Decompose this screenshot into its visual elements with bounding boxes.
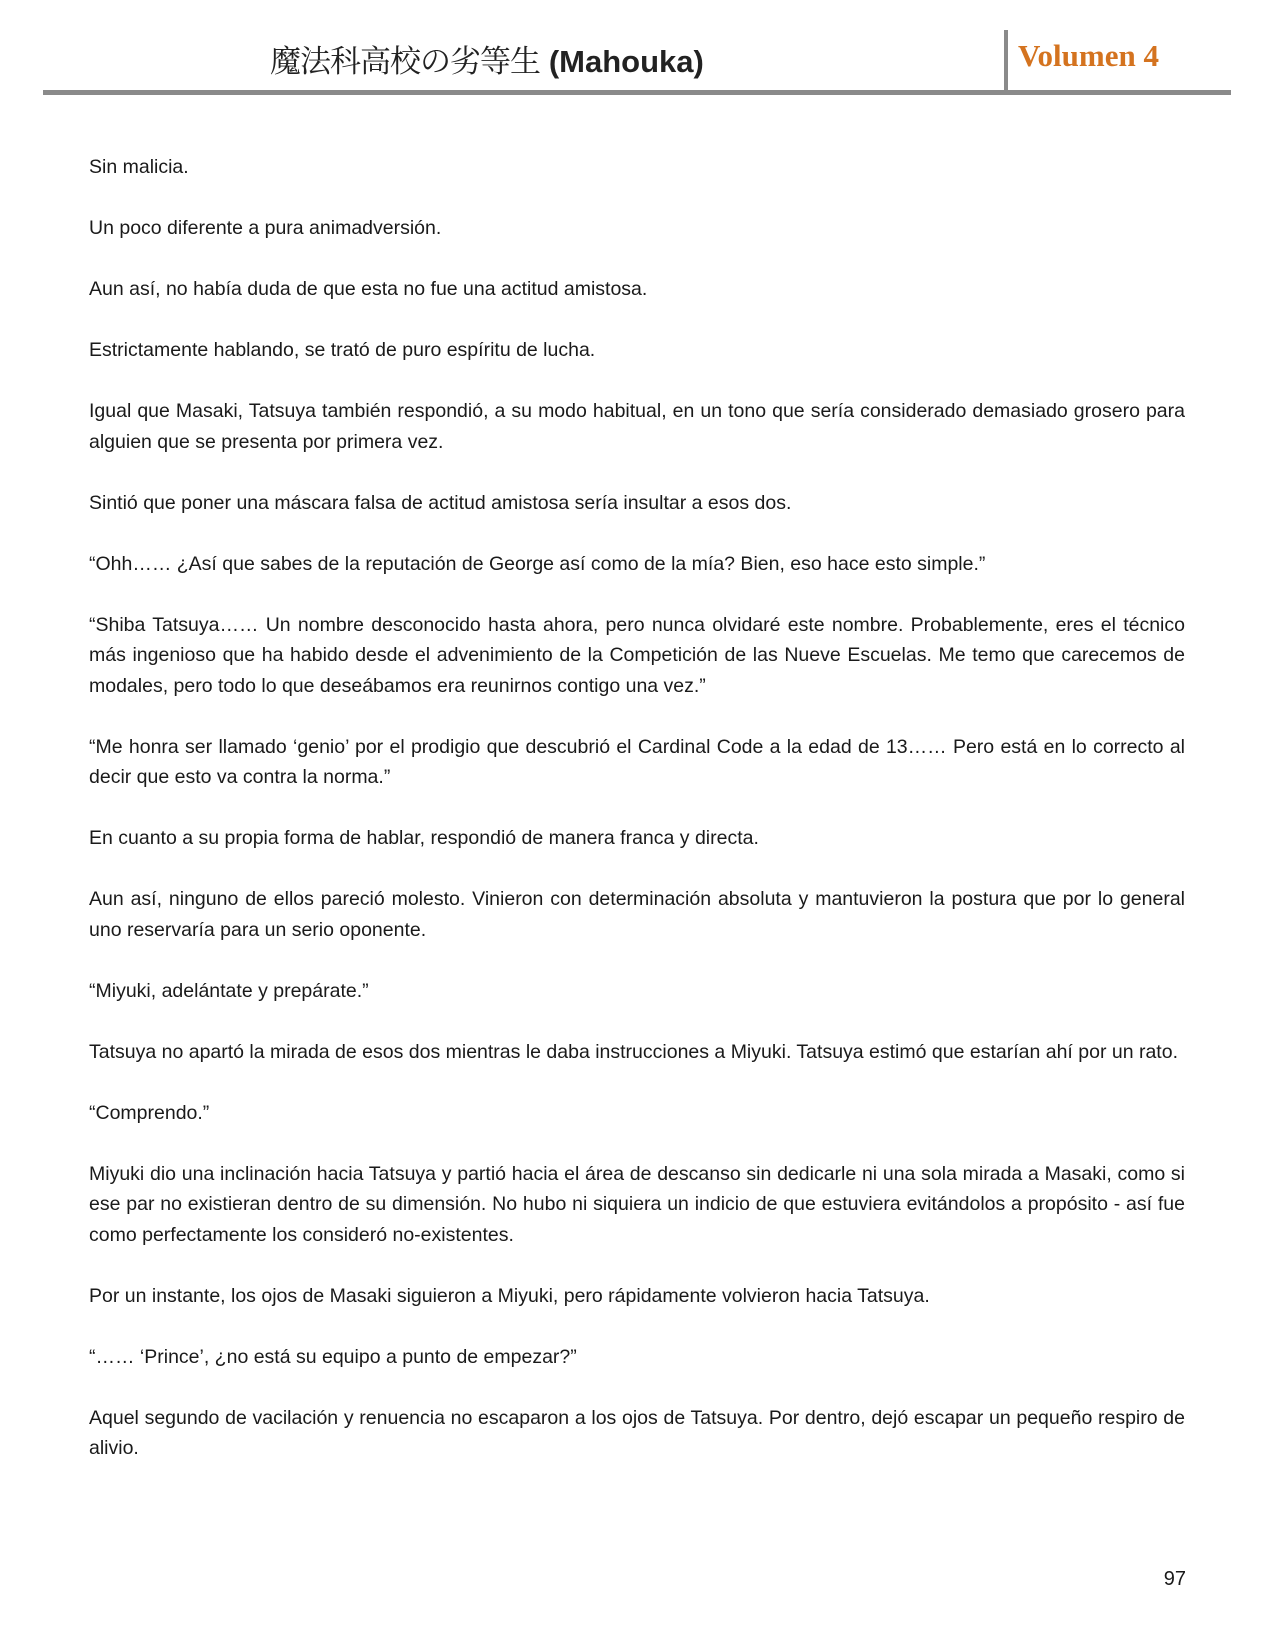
paragraph: “Miyuki, adelántate y prepárate.”	[89, 979, 369, 1002]
paragraph: Un poco diferente a pura animadversión.	[89, 217, 442, 239]
paragraph: Aun así, ninguno de ellos pareció molesto. Vinieron con determinación absoluta y mantuvieron la postura que por lo general uno reservaría para un serio oponente.	[89, 888, 1185, 941]
header-title	[270, 36, 770, 81]
paragraph: Aquel segundo de vacilación y renuencia no escaparon a los ojos de Tatsuya. Por dentro, dejó escapar un pequeño respiro de alivio.	[89, 1406, 1185, 1459]
paragraph: “Shiba Tatsuya…… Un nombre desconocido hasta ahora, pero nunca olvidaré este nombre. Probablemente, eres el técnico más ingenioso que ha habido desde el advenimiento de la Competición de las Nueve Escuelas. Me temo que carecemos de modales, pero todo lo que deseábamos era reunirnos contigo una vez.”	[89, 613, 1185, 697]
paragraph: Tatsuya no apartó la mirada de esos dos mientras le daba instrucciones a Miyuki. Tatsuya estimó que estarían ahí por un rato.	[89, 1040, 1178, 1063]
paragraph: “Ohh…… ¿Así que sabes de la reputación de George así como de la mía? Bien, eso hace esto simple.”	[89, 552, 986, 575]
volume-label: Volumen 4	[1018, 38, 1159, 73]
header-title-latin: (Mahouka)	[548, 44, 704, 79]
paragraph: Sin malicia.	[89, 156, 189, 178]
page-number: 97	[1163, 1568, 1186, 1590]
header-title-japanese: 魔法科高校の劣等生	[270, 44, 540, 80]
paragraph: Aun así, no había duda de que esta no fue una actitud amistosa.	[89, 278, 648, 300]
paragraph: Miyuki dio una inclinación hacia Tatsuya y partió hacia el área de descanso sin dedicarle ni una sola mirada a Masaki, como si ese par no existieran dentro de su dimensión. No hubo ni siquiera un indicio de que estuviera evitándolos a propósito - así fue como perfectamente los consideró no-existentes.	[89, 1162, 1185, 1246]
paragraph: “…… ‘Prince’, ¿no está su equipo a punto de empezar?”	[89, 1345, 577, 1368]
paragraph: Sintió que poner una máscara falsa de actitud amistosa sería insultar a esos dos.	[89, 491, 792, 514]
paragraph: Estrictamente hablando, se trató de puro espíritu de lucha.	[89, 339, 596, 361]
paragraph: Igual que Masaki, Tatsuya también respondió, a su modo habitual, en un tono que sería considerado demasiado grosero para alguien que se presenta por primera vez.	[89, 400, 1185, 453]
paragraph: “Comprendo.”	[89, 1101, 210, 1124]
paragraph: “Me honra ser llamado ‘genio’ por el prodigio que descubrió el Cardinal Code a la edad de 13…… Pero está en lo correcto al decir que esto va contra la norma.”	[89, 735, 1185, 788]
header-rule	[43, 90, 1231, 95]
body-text	[89, 152, 1185, 1494]
paragraph: En cuanto a su propia forma de hablar, respondió de manera franca y directa.	[89, 827, 759, 849]
header-divider-vertical	[1004, 30, 1008, 94]
paragraph: Por un instante, los ojos de Masaki siguieron a Miyuki, pero rápidamente volvieron hacia Tatsuya.	[89, 1284, 930, 1307]
